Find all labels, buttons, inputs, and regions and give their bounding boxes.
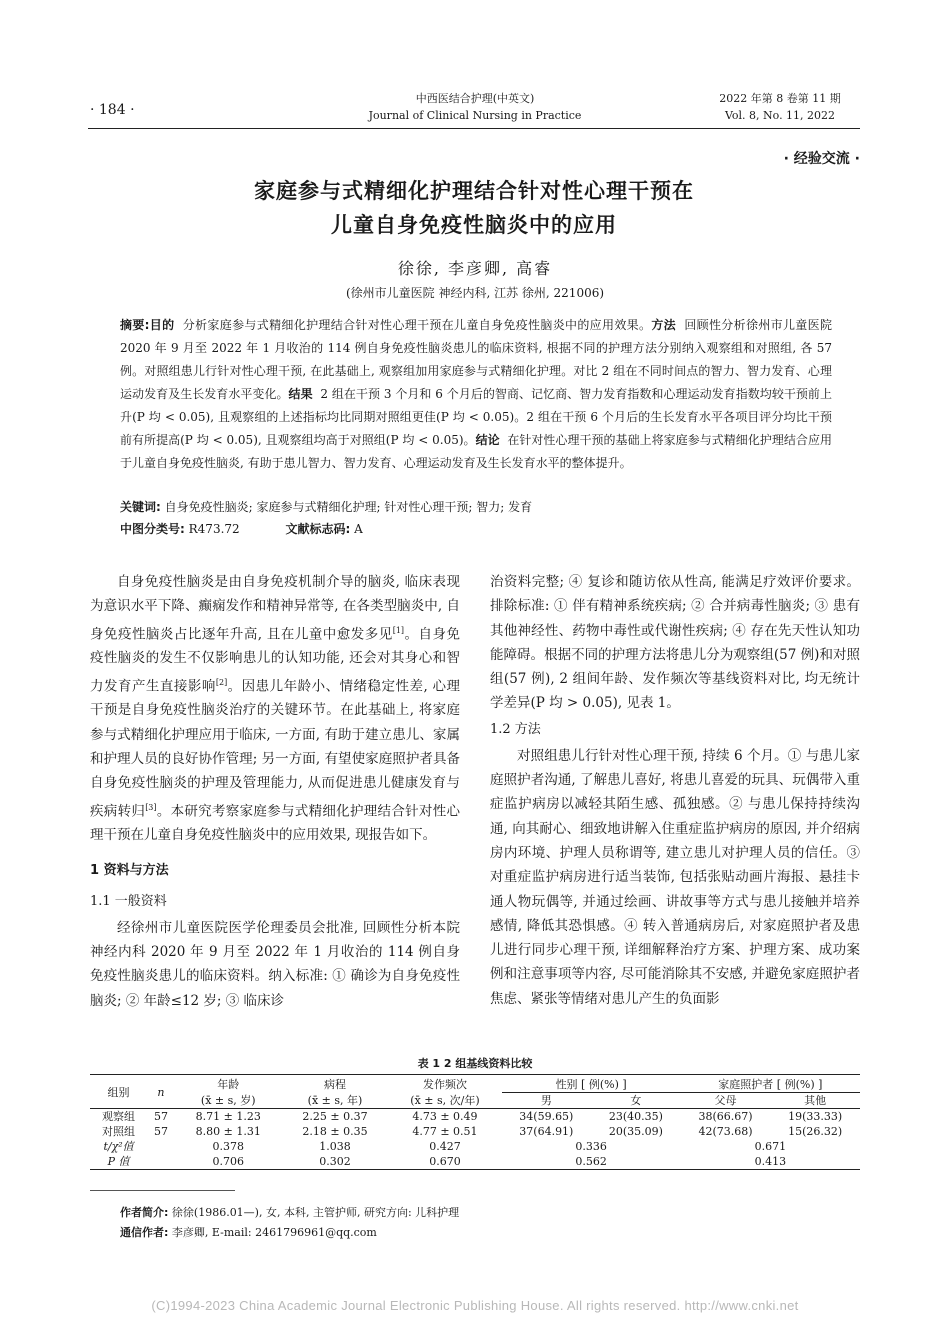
corresponding-author — [120, 1224, 860, 1240]
cell-n: 57 — [153, 1110, 168, 1123]
col-group: 组别 — [90, 1075, 147, 1109]
header-divider — [88, 128, 860, 129]
col-other: 其他 — [770, 1093, 860, 1109]
corresponding-label: 通信作者: — [120, 1226, 169, 1239]
conclusion-text: 在针对性心理干预的基础上将家庭参与式精细化护理结合应用于儿童自身免疫性脑炎, 有助于患儿智力、智力发育、心理运动发育及生长发育水平的整体提升。 — [120, 433, 832, 470]
cell-stat-age: 0.378 — [212, 1140, 244, 1153]
table-subheader-row — [90, 1093, 860, 1109]
cell-empty — [147, 1139, 175, 1154]
cell-p-course: 0.302 — [282, 1154, 389, 1170]
cell-course: 2.25 ± 0.37 — [302, 1110, 368, 1123]
cell-freq: 4.77 ± 0.51 — [412, 1125, 478, 1138]
issue-cn: 2022 年第 8 卷第 11 期 — [719, 92, 841, 105]
ref-1: [1] — [392, 625, 405, 635]
purpose-label: 目的 — [149, 318, 175, 332]
issue-info — [700, 90, 860, 124]
intro-part-a: 自身免疫性脑炎是由自身免疫机制介导的脑炎, 临床表现为意识水平下降、癫痫发作和精神异常等, 在各类型脑炎中, 自身免疫性脑炎占比逐年升高, 且在儿童中愈发多见 — [90, 574, 460, 643]
method-label: 方法 — [651, 318, 677, 332]
cell-stat-care: 0.671 — [754, 1140, 787, 1153]
cell-stat-freq: 0.427 — [429, 1140, 461, 1153]
col-freq-unit: (x̄ ± s, 次/年) — [388, 1093, 501, 1109]
intro-paragraph — [90, 570, 460, 848]
cell-other: 19(33.33) — [788, 1110, 843, 1123]
baseline-table — [90, 1074, 860, 1170]
cell-p-label: P 值 — [90, 1154, 147, 1170]
col-caregiver: 家庭照护者 [ 例(%) ] — [681, 1075, 860, 1093]
classification — [120, 518, 832, 540]
col-female: 女 — [591, 1093, 681, 1109]
corresponding-text: 李彦卿, E-mail: 2461796961@qq.com — [171, 1226, 377, 1239]
table-stat-row — [90, 1139, 860, 1154]
doc-code-label: 文献标志码: — [285, 522, 351, 536]
title-line-1: 家庭参与式精细化护理结合针对性心理干预在 — [254, 179, 694, 203]
table-title: 表 1 2 组基线资料比较 — [417, 1057, 533, 1070]
ref-2: [2] — [215, 677, 228, 687]
section-1-heading: 1 资料与方法 — [90, 862, 169, 878]
journal-name-en: Journal of Clinical Nursing in Practice — [368, 109, 582, 122]
journal-name-cn: 中西医结合护理(中英文) — [415, 92, 535, 105]
author-note-text: 徐徐(1986.01—), 女, 本科, 主管护师, 研究方向: 儿科护理 — [171, 1206, 460, 1219]
section-tag: · 经验交流 · — [783, 151, 860, 167]
section-1-1-heading: 1.1 一般资料 — [90, 893, 167, 909]
cell-stat-course: 1.038 — [319, 1140, 351, 1153]
table-row — [90, 1109, 860, 1125]
cell-p-care: 0.413 — [681, 1154, 860, 1170]
cell-male: 34(59.65) — [519, 1110, 574, 1123]
col-age: 年龄 — [175, 1075, 282, 1093]
col-sex: 性别 [ 例(%) ] — [502, 1075, 681, 1093]
criteria-paragraph: 治资料完整; ④ 复诊和随访依从性高, 能满足疗效评价要求。排除标准: ① 伴有精神系统疾病; ② 合并病毒性脑炎; ③ 患有其他神经性、药物中毒性或代谢性疾病; ④ 存在先天性认知功能障碍。根据不同的护理方法将患儿分为观察组(57 例)和对照组(57 例), 2 组间年龄、发作频次等基线资料对比, 均无统计学差异(P 均 > 0.05), 见表 1。 — [490, 574, 860, 712]
section-1-2-heading: 1.2 方法 — [490, 721, 541, 737]
col-freq: 发作频次 — [388, 1075, 501, 1093]
keywords-label: 关键词: — [120, 500, 161, 514]
general-data-paragraph: 经徐州市儿童医院医学伦理委员会批准, 回顾性分析本院神经内科 2020 年 9 月至 2022 年 1 月收治的 114 例自身免疫性脑炎患儿的临床资料。纳入标准: ① 确诊为自身免疫性脑炎; ② 年龄≤12 岁; ③ 临床诊 — [90, 919, 460, 1009]
keywords — [120, 496, 832, 518]
body-right-column — [490, 570, 860, 1011]
table-row — [90, 1124, 860, 1139]
cell-age: 8.71 ± 1.23 — [195, 1110, 261, 1123]
author-note-label: 作者简介: — [120, 1206, 169, 1219]
footnote-divider — [90, 1190, 235, 1191]
intro-part-b: 。自身免疫性脑炎的发生不仅影响患儿的认知功能, 还会对其身心和智力发育产生直接影响 — [90, 626, 460, 695]
clc-value: R473.72 — [188, 522, 240, 536]
cell-p-age: 0.706 — [175, 1154, 282, 1170]
col-n: n — [147, 1075, 175, 1109]
result-text: 2 组在干预 3 个月和 6 个月后的智商、记忆商、智力发育指数和心理运动发育指数均较干预前上升(P 均 < 0.05), 且观察组的上述指标均比同期对照组更佳(P 均 < 0.05)。2 组在干预 6 个月后的生长发育水平各项目评分均比干预前有所提高(P 均 < 0.05), 且观察组均高于对照组(P 均 < 0.05)。 — [120, 387, 832, 447]
table-p-row — [90, 1154, 860, 1170]
doc-code-value: A — [354, 522, 363, 536]
result-label: 结果 — [288, 387, 313, 401]
col-course: 病程 — [282, 1075, 389, 1093]
col-age-unit: (x̄ ± s, 岁) — [175, 1093, 282, 1109]
cell-n: 57 — [153, 1125, 168, 1138]
conclusion-label: 结论 — [475, 433, 500, 447]
body-left-column — [90, 570, 460, 1013]
cell-age: 8.80 ± 1.31 — [195, 1125, 261, 1138]
page-number: · 184 · — [90, 102, 135, 118]
cell-group: 对照组 — [102, 1125, 136, 1138]
abstract-label: 摘要: — [120, 318, 150, 332]
copyright-line: (C)1994-2023 China Academic Journal Electronic Publishing House. All rights reserved. http://www.cnki.net — [151, 1298, 799, 1313]
cell-male: 37(64.91) — [519, 1125, 574, 1138]
cell-empty — [147, 1154, 175, 1170]
cell-other: 15(26.32) — [788, 1125, 843, 1138]
method-paragraph: 对照组患儿行针对性心理干预, 持续 6 个月。① 与患儿家庭照护者沟通, 了解患儿喜好, 将患儿喜爱的玩具、玩偶带入重症监护病房以减轻其陌生感、孤独感。② 与患儿保持持续沟通, 向其耐心、细致地讲解入住重症监护病房的原因, 并介绍病房内环境、护理人员称谓等, 建立患儿对护理人员的信任。③ 对重症监护病房进行适当装饰, 包括张贴动画片海报、悬挂卡通人物玩偶等, 并通过绘画、讲故事等方式与患儿接触并培养感情, 降低其恐惧感。④ 转入普通病房后, 对家庭照护者及患儿进行同步心理干预, 详细解释治疗方案、护理方案、成功案例和注意事项等内容, 尽可能消除其不安感, 并避免家庭照护者焦虑、紧张等情绪对患儿产生的负面影 — [490, 747, 860, 1007]
cell-stat-sex: 0.336 — [575, 1140, 607, 1153]
purpose-text: 分析家庭参与式精细化护理结合针对性心理干预在儿童自身免疫性脑炎中的应用效果。 — [182, 318, 652, 332]
issue-en: Vol. 8, No. 11, 2022 — [724, 109, 836, 122]
cell-group: 观察组 — [102, 1110, 136, 1123]
method-text: 回顾性分析徐州市儿童医院 2020 年 9 月至 2022 年 1 月收治的 114 例自身免疫性脑炎患儿的临床资料, 根据不同的护理方法分别纳入观察组和对照组, 各 57 例。对照组患儿行针对性心理干预, 在此基础上, 观察组加用家庭参与式精细化护理。对比 2 组在不同时间点的智力、智力发育、心理运动发育及生长发育水平变化。 — [120, 318, 832, 401]
cell-freq: 4.73 ± 0.49 — [412, 1110, 478, 1123]
cell-female: 20(35.09) — [608, 1125, 663, 1138]
cell-stat-label: t/χ²值 — [103, 1140, 134, 1153]
col-parent: 父母 — [681, 1093, 771, 1109]
keywords-block — [120, 496, 832, 540]
abstract — [120, 314, 832, 475]
title-line-2: 儿童自身免疫性脑炎中的应用 — [331, 213, 617, 237]
intro-part-d: 。本研究考察家庭参与式精细化护理结合针对性心理干预在儿童自身免疫性脑炎中的应用效果, 现报告如下。 — [90, 803, 461, 844]
table-header-row — [90, 1075, 860, 1093]
affiliation: (徐州市儿童医院 神经内科, 江苏 徐州, 221006) — [345, 286, 605, 300]
authors: 徐徐, 李彦卿, 高睿 — [397, 259, 553, 278]
keywords-text: 自身免疫性脑炎; 家庭参与式精细化护理; 针对性心理干预; 智力; 发育 — [164, 500, 533, 514]
cell-p-sex: 0.562 — [502, 1154, 681, 1170]
cell-female: 23(40.35) — [608, 1110, 663, 1123]
article-title — [88, 174, 860, 242]
cell-p-freq: 0.670 — [388, 1154, 501, 1170]
intro-part-c: 。因患儿年龄小、情绪稳定性差, 心理干预是自身免疫性脑炎治疗的关键环节。在此基础上, 将家庭参与式精细化护理应用于临床, 一方面, 有助于建立患儿、家属和护理人员的良好协作管理; 另一方面, 有望使家庭照护者具备自身免疫性脑炎的护理及管理能力, 从而促进患儿健康发育与疾病转归 — [90, 678, 460, 820]
col-male: 男 — [502, 1093, 592, 1109]
author-note — [120, 1204, 860, 1220]
cell-parent: 42(73.68) — [698, 1125, 753, 1138]
col-course-unit: (x̄ ± s, 年) — [282, 1093, 389, 1109]
cell-parent: 38(66.67) — [698, 1110, 753, 1123]
cell-course: 2.18 ± 0.35 — [302, 1125, 368, 1138]
ref-3: [3] — [145, 802, 157, 812]
clc-label: 中图分类号: — [120, 522, 185, 536]
